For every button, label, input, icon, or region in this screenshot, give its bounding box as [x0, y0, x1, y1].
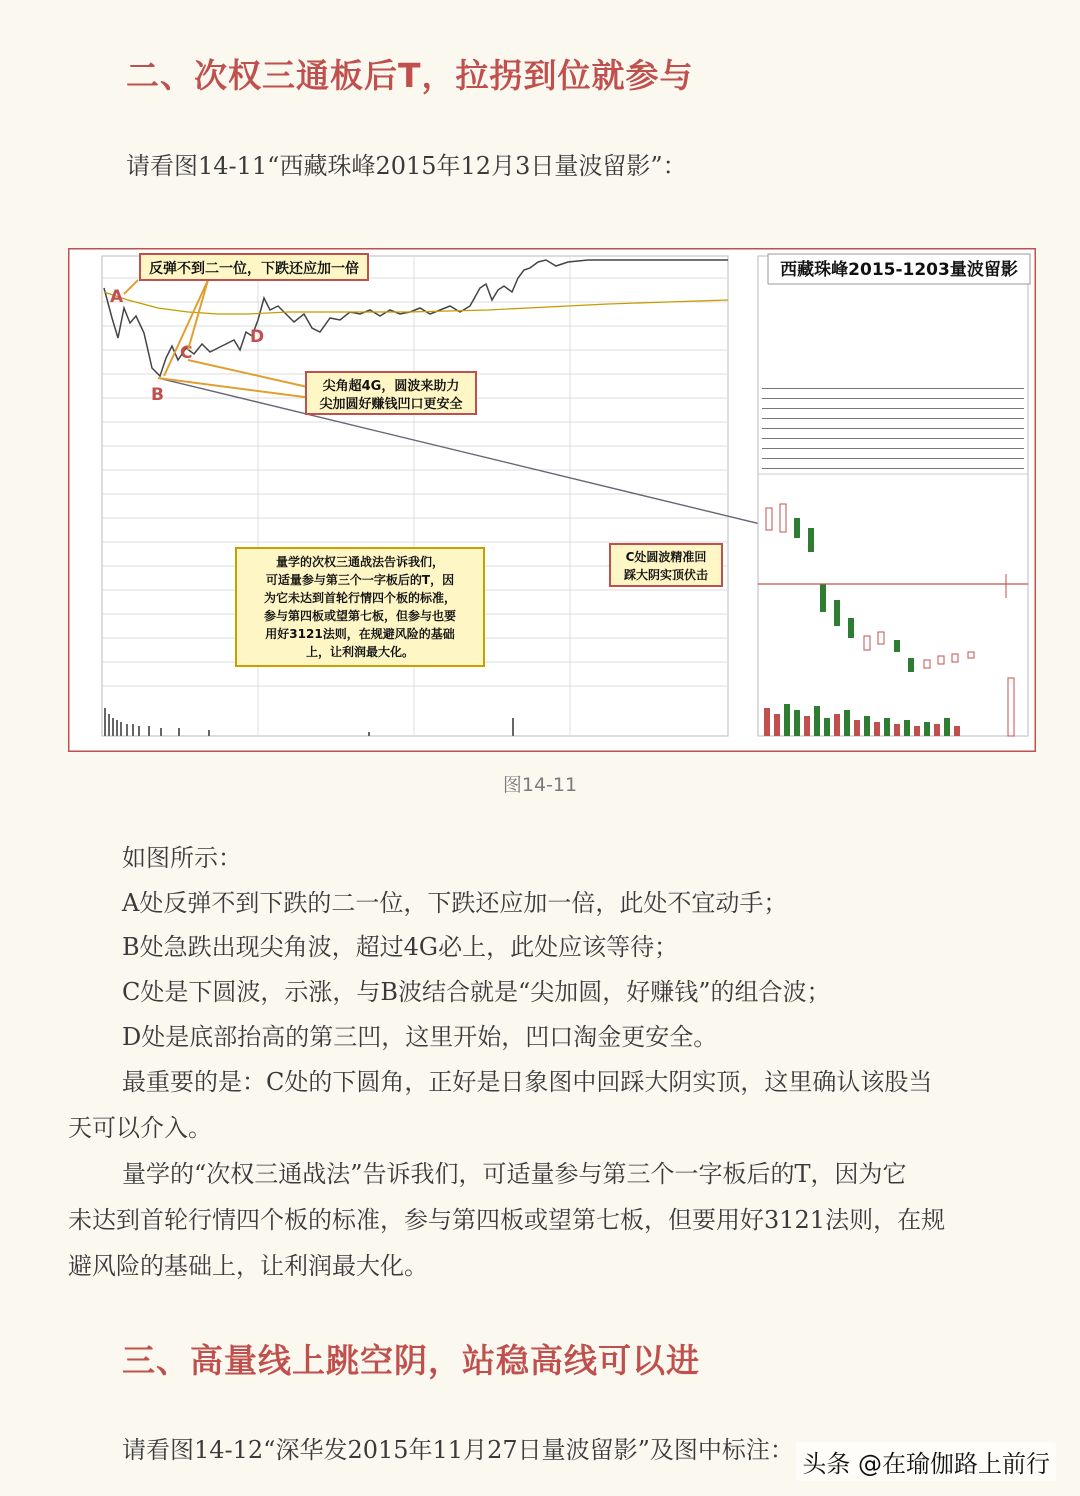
callout-top-text: 反弹不到二一位，下跌还应加一倍	[149, 261, 359, 277]
callout-right-line-1: C处圆波精准回	[625, 550, 707, 564]
callout-mid-line-1: 尖角超4G，圆波来助力	[322, 379, 460, 394]
section-2-intro: 请看图14-11“西藏珠峰2015年12月3日量波留影”：	[126, 152, 687, 180]
section-heading-3: 三、高量线上跳空阴，站稳高线可以进	[122, 1341, 700, 1380]
callout-big-line-4: 参与第四板或望第七板，但参与也要	[263, 609, 457, 623]
callout-big-line-3: 为它未达到首轮行情四个板的标准，	[263, 591, 457, 605]
label-b: B	[151, 385, 164, 405]
label-a: A	[110, 287, 124, 307]
watermark: 头条 @在瑜伽路上前行	[796, 1442, 1056, 1481]
body-line-5: 最重要的是：C处的下圆角，正好是日象图中回踩大阴实顶，这里确认该股当	[122, 1068, 933, 1096]
chart-figure	[68, 248, 1036, 752]
body-lead: 如图所示：	[122, 844, 242, 872]
figure-caption: 图14-11	[502, 774, 578, 796]
body-line-7: 量学的“次权三通战法”告诉我们，可适量参与第三个一字板后的T，因为它	[122, 1160, 907, 1188]
body-line-4: D处是底部抬高的第三凹，这里开始，凹口淘金更安全。	[122, 1023, 718, 1051]
daily-panel	[758, 256, 1028, 736]
label-c: C	[180, 343, 193, 363]
body-line-6: 天可以介入。	[68, 1114, 212, 1142]
figure-title: 西藏珠峰2015-1203量波留影	[780, 260, 1018, 280]
callout-big-line-6: 上，让利润最大化。	[305, 645, 415, 659]
callout-right-line-2: 踩大阴实顶伏击	[623, 568, 709, 582]
callout-mid-line-2: 尖加圆好赚钱凹口更安全	[319, 397, 463, 412]
callout-big-line-1: 量学的次权三通战法告诉我们，	[275, 555, 445, 569]
section-heading-2: 二、次权三通板后T，拉拐到位就参与	[126, 56, 694, 95]
body-line-8: 未达到首轮行情四个板的标准，参与第四板或望第七板，但要用好3121法则，在规	[68, 1206, 946, 1234]
body-line-1: A处反弹不到下跌的二一位，下跌还应加一倍，此处不宜动手；	[122, 889, 788, 917]
body-line-9: 避风险的基础上，让利润最大化。	[68, 1252, 428, 1280]
section-3-intro: 请看图14-12“深华发2015年11月27日量波留影”及图中标注：	[122, 1436, 794, 1464]
label-d: D	[250, 327, 265, 347]
body-line-2: B处急跌出现尖角波，超过4G必上，此处应该等待；	[122, 933, 679, 961]
body-line-3: C处是下圆波，示涨，与B波结合就是“尖加圆，好赚钱”的组合波；	[122, 978, 831, 1006]
callout-big-line-5: 用好3121法则，在规避风险的基础	[265, 627, 455, 641]
callout-big-line-2: 可适量参与第三个一字板后的T，因	[265, 573, 455, 587]
